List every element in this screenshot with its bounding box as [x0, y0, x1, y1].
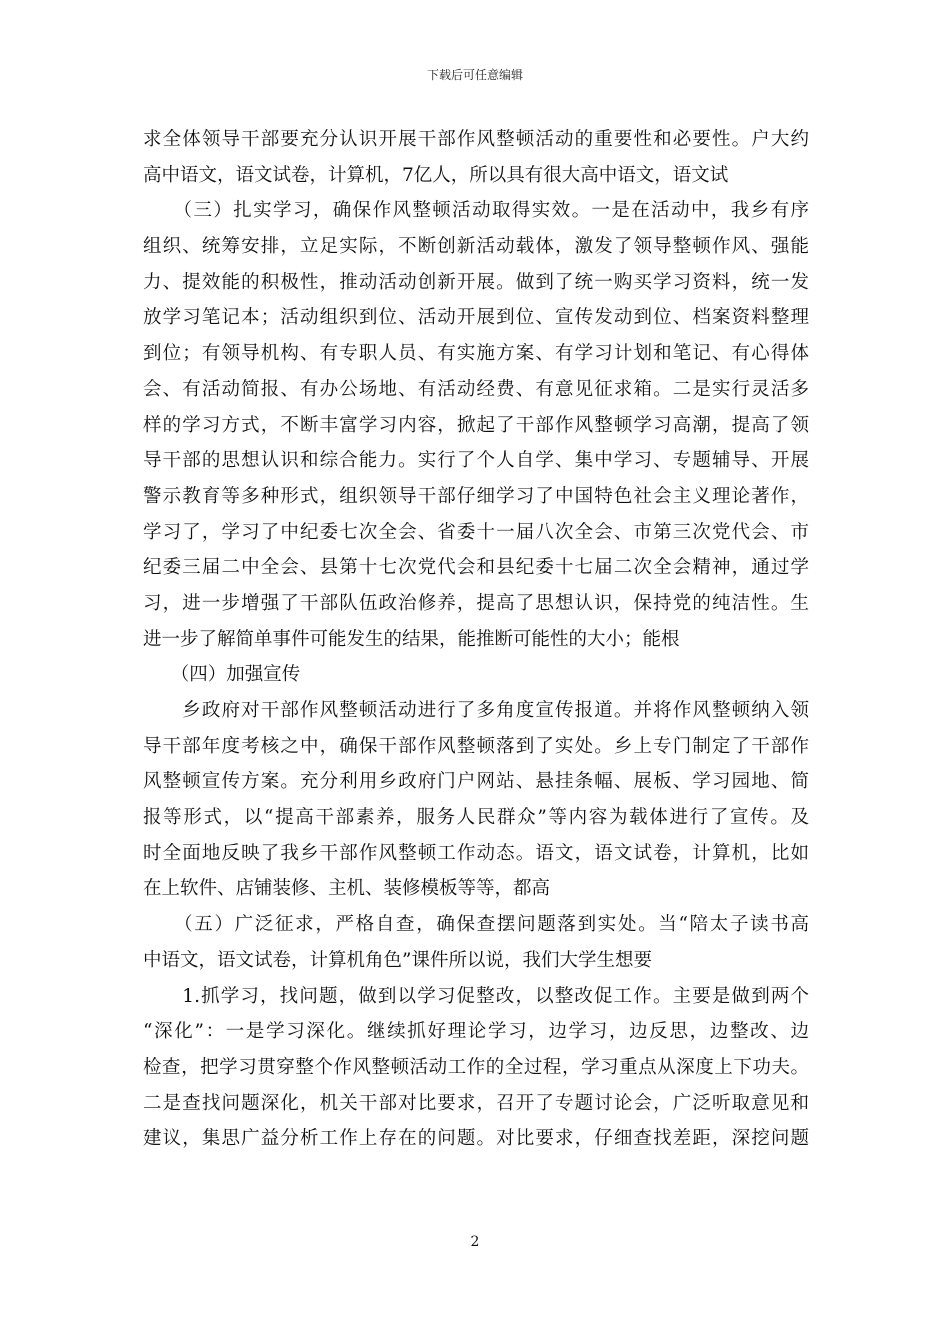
- text-line: 时全面地反映了我乡干部作风整顿工作动态。语文，语文试卷，计算机，比如: [143, 842, 809, 864]
- text-line: 风整顿宣传方案。充分利用乡政府门户网站、悬挂条幅、展板、学习园地、简: [143, 771, 809, 793]
- text-line: 组织、统筹安排，立足实际，不断创新活动载体，激发了领导整顿作风、强能: [143, 236, 809, 258]
- text-line: 在上软件、店铺装修、主机、装修模板等等，都高: [143, 878, 551, 900]
- page-number: 2: [470, 1234, 480, 1250]
- text-line: 力、提效能的积极性，推动活动创新开展。做到了统一购买学习资料，统一发: [143, 271, 809, 293]
- text-line: 纪委三届二中全会、县第十七次党代会和县纪委十七届二次全会精神，通过学: [143, 557, 809, 579]
- text-line: 报等形式，以“提高干部素养，服务人民群众”等内容为载体进行了宣传。及: [143, 807, 809, 829]
- text-line: 进一步了解简单事件可能发生的结果，能推断可能性的大小；能根: [143, 628, 680, 650]
- text-line: 学习了，学习了中纪委七次全会、省委十一届八次全会、市第三次党代会、市: [143, 521, 809, 543]
- text-line: “深化”：一是学习深化。继续抓好理论学习，边学习，边反思，边整改、边: [143, 1021, 809, 1043]
- text-line: 二是查找问题深化，机关干部对比要求，召开了专题讨论会，广泛听取意见和: [143, 1092, 809, 1114]
- document-body: [143, 122, 809, 1157]
- text-line: 乡政府对干部作风整顿活动进行了多角度宣传报道。并将作风整顿纳入领: [143, 700, 809, 721]
- text-line: 1.抓学习，找问题，做到以学习促整改，以整改促工作。主要是做到两个: [143, 985, 809, 1007]
- text-line: 求全体领导干部要充分认识开展干部作风整顿活动的重要性和必要性。户大约: [143, 129, 809, 150]
- text-line: 高中语文，语文试卷，计算机，7亿人，所以具有很大高中语文，语文试: [143, 164, 729, 186]
- text-line: 导干部的思想认识和综合能力。实行了个人自学、集中学习、专题辅导、开展: [143, 450, 809, 472]
- text-line: 样的学习方式，不断丰富学习内容，掀起了干部作风整顿学习高潮，提高了领: [143, 414, 809, 436]
- text-line: （三）扎实学习，确保作风整顿活动取得实效。一是在活动中，我乡有序: [143, 200, 809, 222]
- text-line: 会、有活动简报、有办公场地、有活动经费、有意见征求箱。二是实行灵活多: [143, 378, 809, 400]
- text-line: 警示教育等多种形式，组织领导干部仔细学习了中国特色社会主义理论著作，: [143, 485, 809, 507]
- text-line: 习，进一步增强了干部队伍政治修养，提高了思想认识，保持党的纯洁性。生: [143, 592, 809, 614]
- text-line: 放学习笔记本；活动组织到位、活动开展到位、宣传发动到位、档案资料整理: [143, 307, 809, 329]
- page-header: 下载后可任意编辑: [426, 68, 523, 82]
- text-line: 中语文，语文试卷，计算机角色”课件所以说，我们大学生想要: [143, 949, 652, 971]
- text-line: （五）广泛征求，严格自查，确保查摆问题落到实处。当“陪太子读书高: [143, 914, 809, 936]
- text-line: 到位；有领导机构、有专职人员、有实施方案、有学习计划和笔记、有心得体: [143, 343, 809, 365]
- text-line: （四）加强宣传: [143, 664, 301, 686]
- text-line: 检查，把学习贯穿整个作风整顿活动工作的全过程，学习重点从深度上下功夫。: [143, 1056, 809, 1078]
- text-line: 建议，集思广益分析工作上存在的问题。对比要求，仔细查找差距，深挖问题: [143, 1128, 809, 1150]
- text-line: 导干部年度考核之中，确保干部作风整顿落到了实处。乡上专门制定了干部作: [143, 735, 809, 757]
